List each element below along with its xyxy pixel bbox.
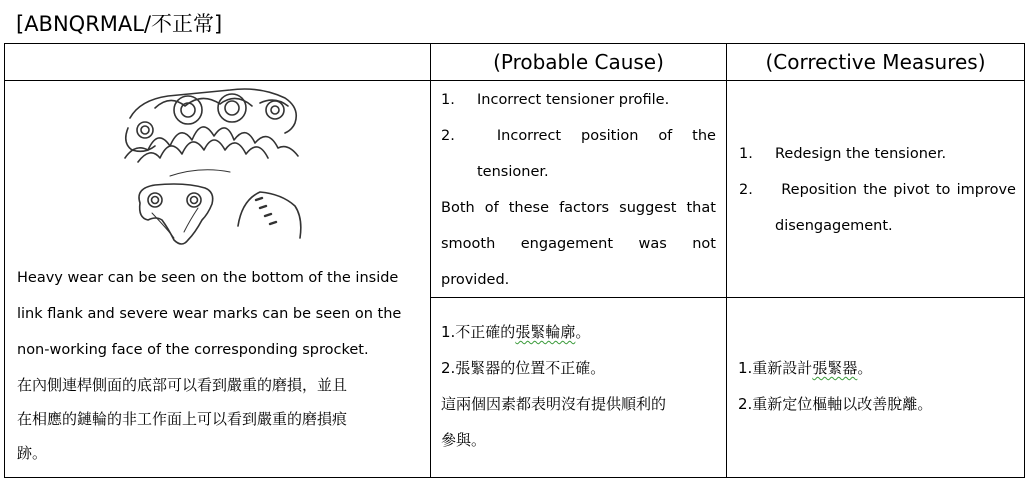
measure-item-text: Redesign the tensioner. bbox=[775, 146, 947, 162]
word: Incorrect bbox=[496, 128, 562, 144]
spellcheck-marked-text: 張緊輪廓 bbox=[515, 323, 576, 341]
cause-paragraph-end: provided. bbox=[441, 272, 510, 288]
en-line: link flank and severe wear marks can be seen on the bbox=[17, 306, 402, 322]
zh-line: 跡。 bbox=[17, 444, 48, 462]
word: suggest bbox=[619, 200, 677, 216]
zh-text: 。 bbox=[857, 359, 873, 377]
word: of bbox=[484, 200, 499, 216]
abnormal-table bbox=[4, 43, 1025, 478]
zh-line: 在相應的鏈輪的非工作面上可以看到嚴重的磨損痕 bbox=[17, 410, 348, 428]
zh-line: 2.重新定位樞軸以改善脫離。 bbox=[738, 395, 933, 413]
word: pivot bbox=[893, 182, 930, 198]
zh-text: 。 bbox=[575, 323, 591, 341]
zh-line: 2.張緊器的位置不正確。 bbox=[441, 359, 606, 377]
list-number: 2. bbox=[441, 128, 455, 144]
word: was bbox=[638, 236, 667, 252]
list-number: 2. bbox=[739, 182, 753, 198]
probable-cause-chinese bbox=[441, 314, 721, 458]
zh-text: 1.不正確的 bbox=[441, 323, 516, 341]
word: these bbox=[508, 200, 550, 216]
word: to bbox=[935, 182, 951, 198]
probable-cause-english bbox=[441, 82, 716, 298]
word: improve bbox=[956, 182, 1016, 198]
zh-line: 參與。 bbox=[441, 431, 487, 449]
zh-line: 這兩個因素都表明沒有提供順利的 bbox=[441, 395, 667, 413]
left-description bbox=[17, 260, 401, 470]
word: the bbox=[863, 182, 888, 198]
corrective-measures-chinese bbox=[738, 350, 1018, 422]
zh-line: 在內側連桿側面的底部可以看到嚴重的磨損，並且 bbox=[17, 376, 348, 394]
word: smooth bbox=[441, 236, 496, 252]
word: Reposition bbox=[781, 182, 857, 198]
corrective-measures-english bbox=[739, 136, 1016, 244]
zh-text: 1.重新設計 bbox=[738, 359, 813, 377]
word: not bbox=[692, 236, 716, 252]
chain-wear-illustration bbox=[110, 88, 315, 268]
word: the bbox=[692, 128, 716, 144]
header-probable-cause: (Probable Cause) bbox=[493, 50, 664, 74]
cause-item-continuation: tensioner. bbox=[477, 164, 549, 180]
column-divider bbox=[726, 44, 727, 477]
header-corrective-measures: (Corrective Measures) bbox=[765, 50, 986, 74]
list-number: 1. bbox=[739, 146, 753, 162]
word: Both bbox=[441, 200, 475, 216]
column-divider bbox=[430, 44, 431, 477]
cause-item-text: Incorrect tensioner profile. bbox=[477, 92, 670, 108]
en-line: non-working face of the corresponding sprocket. bbox=[17, 342, 369, 358]
word: engagement bbox=[520, 236, 614, 252]
list-number: 1. bbox=[441, 92, 455, 108]
word: of bbox=[658, 128, 673, 144]
page-title: [ABNQRMAL/不正常] bbox=[16, 12, 223, 36]
spellcheck-marked-text: 張緊器 bbox=[812, 359, 858, 377]
word: factors bbox=[559, 200, 610, 216]
measure-item-continuation: disengagement. bbox=[775, 218, 893, 234]
en-line: Heavy wear can be seen on the bottom of the inside bbox=[17, 270, 399, 286]
word: position bbox=[581, 128, 639, 144]
word: that bbox=[686, 200, 716, 216]
header-left bbox=[5, 44, 430, 81]
